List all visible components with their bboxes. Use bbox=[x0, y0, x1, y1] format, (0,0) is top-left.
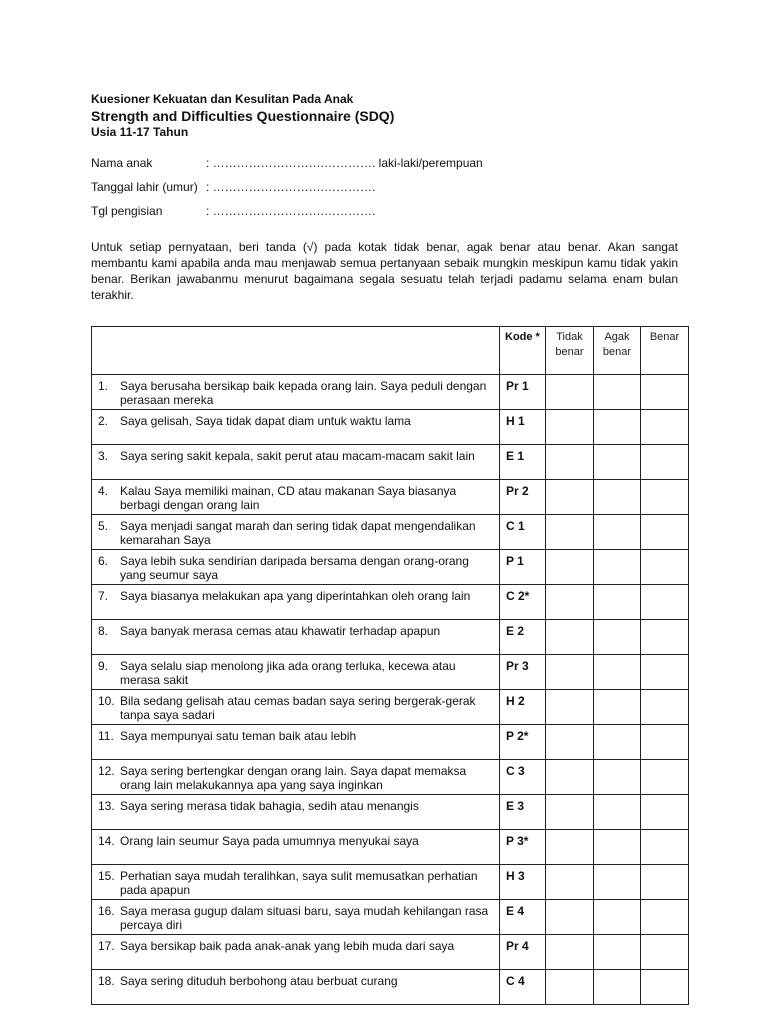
question-code: E 4 bbox=[500, 900, 546, 935]
table-row bbox=[92, 900, 689, 935]
question-cell bbox=[92, 480, 500, 515]
answer-box-benar[interactable] bbox=[641, 795, 689, 830]
answer-box-benar[interactable] bbox=[641, 900, 689, 935]
question-cell bbox=[92, 795, 500, 830]
answer-box-benar[interactable] bbox=[641, 445, 689, 480]
question-item bbox=[98, 729, 495, 743]
question-text: Saya menjadi sangat marah dan sering tidak dapat mengendalikan kemarahan Saya bbox=[120, 519, 476, 547]
answer-box-tidak-benar[interactable] bbox=[546, 725, 594, 760]
question-item bbox=[98, 589, 495, 603]
field-birth-date[interactable] bbox=[91, 180, 688, 204]
question-code: C 1 bbox=[500, 515, 546, 550]
question-cell bbox=[92, 865, 500, 900]
question-cell bbox=[92, 935, 500, 970]
question-number: 14. bbox=[98, 834, 115, 848]
question-text: Perhatian saya mudah teralihkan, saya sulit memusatkan perhatian pada apapun bbox=[120, 869, 478, 897]
table-row bbox=[92, 725, 689, 760]
question-item bbox=[98, 484, 495, 512]
field-value: : ……………………….…………. bbox=[206, 204, 376, 218]
question-cell bbox=[92, 690, 500, 725]
question-code: E 2 bbox=[500, 620, 546, 655]
question-item bbox=[98, 519, 495, 547]
question-number: 11. bbox=[98, 729, 114, 743]
answer-box-tidak-benar[interactable] bbox=[546, 655, 594, 690]
question-text: Saya gelisah, Saya tidak dapat diam untuk waktu lama bbox=[120, 414, 411, 428]
answer-box-agak-benar[interactable] bbox=[594, 900, 641, 935]
question-cell bbox=[92, 655, 500, 690]
answer-box-benar[interactable] bbox=[641, 690, 689, 725]
question-code: Pr 3 bbox=[500, 655, 546, 690]
question-code: Pr 2 bbox=[500, 480, 546, 515]
question-code: C 4 bbox=[500, 970, 546, 1005]
question-item bbox=[98, 834, 495, 848]
answer-box-tidak-benar[interactable] bbox=[546, 830, 594, 865]
answer-box-agak-benar[interactable] bbox=[594, 445, 641, 480]
answer-box-tidak-benar[interactable] bbox=[546, 550, 594, 585]
table-row bbox=[92, 585, 689, 620]
table-row bbox=[92, 655, 689, 690]
answer-box-agak-benar[interactable] bbox=[594, 620, 641, 655]
table-row bbox=[92, 550, 689, 585]
answer-box-tidak-benar[interactable] bbox=[546, 760, 594, 795]
answer-box-agak-benar[interactable] bbox=[594, 795, 641, 830]
question-code: C 3 bbox=[500, 760, 546, 795]
table-row bbox=[92, 690, 689, 725]
question-item bbox=[98, 799, 495, 813]
header-blank-cell bbox=[92, 327, 500, 375]
identity-fields bbox=[91, 156, 688, 228]
question-item bbox=[98, 904, 495, 932]
question-number: 7. bbox=[98, 589, 109, 603]
answer-box-benar[interactable] bbox=[641, 550, 689, 585]
question-code: H 1 bbox=[500, 410, 546, 445]
answer-box-agak-benar[interactable] bbox=[594, 655, 641, 690]
question-number: 17. bbox=[98, 939, 115, 953]
answer-box-benar[interactable] bbox=[641, 725, 689, 760]
question-cell bbox=[92, 620, 500, 655]
answer-box-tidak-benar[interactable] bbox=[546, 935, 594, 970]
question-cell bbox=[92, 760, 500, 795]
question-text: Saya sering merasa tidak bahagia, sedih atau menangis bbox=[120, 799, 419, 813]
answer-box-agak-benar[interactable] bbox=[594, 690, 641, 725]
instructions-paragraph: Untuk setiap pernyataan, beri tanda (√) pada kotak tidak benar, agak benar atau benar. Akan sangat membantu kami apabila anda mau menjawab semua pertanyaan sebaik mungkin meskipun kamu tidak yakin benar. Berikan jawabanmu menurut bagaimana segala sesuatu telah terjadi padamu selama enam bulan terakhir. bbox=[91, 240, 678, 302]
table-row bbox=[92, 795, 689, 830]
answer-box-benar[interactable] bbox=[641, 655, 689, 690]
question-item bbox=[98, 869, 495, 897]
question-text: Saya selalu siap menolong jika ada orang terluka, kecewa atau merasa sakit bbox=[120, 659, 456, 687]
question-text: Saya lebih suka sendirian daripada bersama dengan orang-orang yang seumur saya bbox=[120, 554, 469, 582]
question-item bbox=[98, 974, 495, 988]
question-number: 3. bbox=[98, 449, 109, 463]
table-row bbox=[92, 865, 689, 900]
table-row bbox=[92, 480, 689, 515]
question-text: Saya berusaha bersikap baik kepada orang lain. Saya peduli dengan perasaan mereka bbox=[120, 379, 487, 407]
answer-box-agak-benar[interactable] bbox=[594, 865, 641, 900]
question-number: 12. bbox=[98, 764, 115, 778]
answer-box-tidak-benar[interactable] bbox=[546, 585, 594, 620]
answer-box-benar[interactable] bbox=[641, 760, 689, 795]
answer-box-tidak-benar[interactable] bbox=[546, 410, 594, 445]
question-text: Saya mempunyai satu teman baik atau lebih bbox=[120, 729, 357, 743]
question-text: Bila sedang gelisah atau cemas badan saya sering bergerak-gerak tanpa saya sadari bbox=[120, 694, 476, 722]
answer-box-benar[interactable] bbox=[641, 970, 689, 1005]
header-benar: Benar bbox=[641, 327, 689, 375]
answer-box-tidak-benar[interactable] bbox=[546, 795, 594, 830]
answer-box-benar[interactable] bbox=[641, 830, 689, 865]
question-code: E 3 bbox=[500, 795, 546, 830]
question-item bbox=[98, 764, 495, 792]
question-text: Saya merasa gugup dalam situasi baru, saya mudah kehilangan rasa percaya diri bbox=[120, 904, 489, 932]
answer-box-tidak-benar[interactable] bbox=[546, 375, 594, 410]
question-item bbox=[98, 414, 495, 428]
question-number: 15. bbox=[98, 869, 115, 883]
question-number: 10. bbox=[98, 694, 115, 708]
question-number: 18. bbox=[98, 974, 115, 988]
answer-box-tidak-benar[interactable] bbox=[546, 620, 594, 655]
title-english: Strength and Difficulties Questionnaire (SDQ) bbox=[91, 108, 395, 124]
question-item bbox=[98, 694, 495, 722]
answer-box-benar[interactable] bbox=[641, 935, 689, 970]
question-item bbox=[98, 449, 495, 463]
age-range: Usia 11-17 Tahun bbox=[91, 125, 189, 139]
field-value: : ……………………….…………. bbox=[206, 180, 376, 194]
table-row bbox=[92, 935, 689, 970]
question-number: 1. bbox=[98, 379, 109, 393]
answer-box-agak-benar[interactable] bbox=[594, 585, 641, 620]
question-text: Saya sering dituduh berbohong atau berbuat curang bbox=[120, 974, 398, 988]
table-row bbox=[92, 970, 689, 1005]
answer-box-tidak-benar[interactable] bbox=[546, 480, 594, 515]
answer-box-benar[interactable] bbox=[641, 480, 689, 515]
answer-box-agak-benar[interactable] bbox=[594, 550, 641, 585]
question-cell bbox=[92, 375, 500, 410]
question-code: P 1 bbox=[500, 550, 546, 585]
answer-box-tidak-benar[interactable] bbox=[546, 865, 594, 900]
question-cell bbox=[92, 970, 500, 1005]
question-cell bbox=[92, 585, 500, 620]
answer-box-benar[interactable] bbox=[641, 585, 689, 620]
question-text: Saya bersikap baik pada anak-anak yang lebih muda dari saya bbox=[120, 939, 455, 953]
answer-box-benar[interactable] bbox=[641, 620, 689, 655]
question-cell bbox=[92, 900, 500, 935]
title-indonesian: Kuesioner Kekuatan dan Kesulitan Pada Anak bbox=[91, 92, 354, 106]
question-cell bbox=[92, 515, 500, 550]
answer-box-agak-benar[interactable] bbox=[594, 830, 641, 865]
table-row bbox=[92, 620, 689, 655]
question-code: C 2* bbox=[500, 585, 546, 620]
table-row bbox=[92, 515, 689, 550]
question-code: Pr 1 bbox=[500, 375, 546, 410]
answer-box-tidak-benar[interactable] bbox=[546, 445, 594, 480]
question-number: 2. bbox=[98, 414, 109, 428]
question-text: Saya sering sakit kepala, sakit perut atau macam-macam sakit lain bbox=[120, 449, 475, 463]
question-cell bbox=[92, 550, 500, 585]
table-row bbox=[92, 410, 689, 445]
header-kode: Kode * bbox=[500, 327, 546, 375]
question-number: 9. bbox=[98, 659, 109, 673]
question-number: 8. bbox=[98, 624, 109, 638]
question-item bbox=[98, 379, 495, 407]
answer-box-tidak-benar[interactable] bbox=[546, 970, 594, 1005]
answer-box-agak-benar[interactable] bbox=[594, 725, 641, 760]
answer-box-agak-benar[interactable] bbox=[594, 480, 641, 515]
question-cell bbox=[92, 830, 500, 865]
answer-box-agak-benar[interactable] bbox=[594, 410, 641, 445]
table-row bbox=[92, 445, 689, 480]
answer-box-agak-benar[interactable] bbox=[594, 935, 641, 970]
question-number: 5. bbox=[98, 519, 109, 533]
header-agak-benar: Agak benar bbox=[594, 327, 641, 375]
question-code: H 3 bbox=[500, 865, 546, 900]
question-code: P 2* bbox=[500, 725, 546, 760]
answer-box-tidak-benar[interactable] bbox=[546, 690, 594, 725]
field-label: Nama anak bbox=[91, 156, 153, 170]
answer-box-agak-benar[interactable] bbox=[594, 375, 641, 410]
answer-box-benar[interactable] bbox=[641, 375, 689, 410]
question-text: Saya sering bertengkar dengan orang lain. Saya dapat memaksa orang lain melakukannya apa yang saya inginkan bbox=[120, 764, 467, 792]
question-text: Kalau Saya memiliki mainan, CD atau makanan Saya biasanya berbagi dengan orang lain bbox=[120, 484, 457, 512]
question-item bbox=[98, 624, 495, 638]
field-value: : ……………………….…………. laki-laki/perempuan bbox=[206, 156, 483, 170]
question-number: 6. bbox=[98, 554, 109, 568]
table-row bbox=[92, 830, 689, 865]
question-item bbox=[98, 939, 495, 953]
answer-box-tidak-benar[interactable] bbox=[546, 515, 594, 550]
question-code: H 2 bbox=[500, 690, 546, 725]
answer-box-benar[interactable] bbox=[641, 410, 689, 445]
field-child-name[interactable] bbox=[91, 156, 688, 180]
question-code: P 3* bbox=[500, 830, 546, 865]
question-code: E 1 bbox=[500, 445, 546, 480]
field-label: Tgl pengisian bbox=[91, 204, 163, 218]
question-text: Orang lain seumur Saya pada umumnya menyukai saya bbox=[120, 834, 419, 848]
answer-box-benar[interactable] bbox=[641, 865, 689, 900]
question-code: Pr 4 bbox=[500, 935, 546, 970]
answer-box-tidak-benar[interactable] bbox=[546, 900, 594, 935]
table-header-row bbox=[92, 327, 689, 375]
question-cell bbox=[92, 410, 500, 445]
question-item bbox=[98, 554, 495, 582]
document-page bbox=[91, 92, 688, 303]
answer-box-benar[interactable] bbox=[641, 515, 689, 550]
questionnaire-table bbox=[91, 326, 689, 1005]
question-cell bbox=[92, 445, 500, 480]
field-fill-date[interactable] bbox=[91, 204, 688, 228]
header-tidak-benar: Tidak benar bbox=[546, 327, 594, 375]
question-text: Saya banyak merasa cemas atau khawatir terhadap apapun bbox=[120, 624, 441, 638]
question-number: 13. bbox=[98, 799, 115, 813]
field-label: Tanggal lahir (umur) bbox=[91, 180, 198, 194]
answer-box-agak-benar[interactable] bbox=[594, 760, 641, 795]
question-item bbox=[98, 659, 495, 687]
question-text: Saya biasanya melakukan apa yang diperintahkan oleh orang lain bbox=[120, 589, 471, 603]
answer-box-agak-benar[interactable] bbox=[594, 970, 641, 1005]
answer-box-agak-benar[interactable] bbox=[594, 515, 641, 550]
question-number: 16. bbox=[98, 904, 115, 918]
table-row bbox=[92, 375, 689, 410]
question-cell bbox=[92, 725, 500, 760]
table-row bbox=[92, 760, 689, 795]
question-number: 4. bbox=[98, 484, 109, 498]
